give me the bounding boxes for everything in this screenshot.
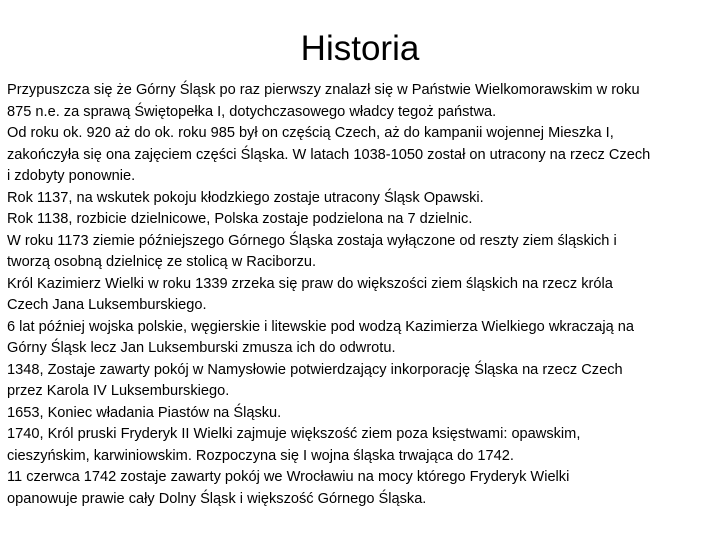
body-line: Rok 1137, na wskutek pokoju kłodzkiego zostaje utracony Śląsk Opawski. [7,189,484,206]
body-line: Czech Jana Luksemburskiego. [7,297,207,313]
body-line: Górny Śląsk lecz Jan Luksemburski zmusza ich do odwrotu. [7,340,396,356]
body-line: zakończyła się ona zajęciem części Śląska. W latach 1038-1050 został on utracony na rzecz Czech [7,146,651,163]
body-line: 1740, Król pruski Fryderyk II Wielki zajmuje większość ziem poza księstwami: opawskim, [7,426,581,442]
body-line: W roku 1173 ziemie późniejszego Górnego Śląska zostaja wyłączone od reszty ziem śląskich i [7,232,617,249]
body-line: 11 czerwca 1742 zostaje zawarty pokój we Wrocławiu na mocy którego Fryderyk Wielki [7,469,570,485]
body-line: przez Karola IV Luksemburskiego. [7,383,230,399]
body-line: Rok 1138, rozbicie dzielnicowe, Polska zostaje podzielona na 7 dzielnic. [7,211,473,227]
body-line: 875 n.e. za sprawą Świętopełka I, dotychczasowego władcy tegoż państwa. [7,103,497,120]
body-line: i zdobyty ponownie. [7,168,136,184]
body-line: opanowuje prawie cały Dolny Śląsk i większość Górnego Śląska. [7,490,427,507]
body-line: 1653, Koniec władania Piastów na Śląsku. [7,404,282,421]
body-line: tworzą osobną dzielnicę ze stolicą w Raciborzu. [7,254,317,270]
body-line: Przypuszcza się że Górny Śląsk po raz pierwszy znalazł się w Państwie Wielkomorawskim w roku [7,82,640,98]
body-line: 6 lat później wojska polskie, węgierskie i litewskie pod wodzą Kazimierza Wielkiego wkraczają na [7,318,634,335]
body-line: cieszyńskim, karwiniowskim. Rozpoczyna się I wojna śląska trwająca do 1742. [7,447,514,464]
body-line: 1348, Zostaje zawarty pokój w Namysłowie potwierdzający inkorporację Śląska na rzecz Czech [7,361,623,378]
body-line: Od roku ok. 920 aż do ok. roku 985 był on częścią Czech, aż do kampanii wojennej Mieszka I, [7,125,614,141]
slide-title: Historia [300,29,420,68]
body-line: Król Kazimierz Wielki w roku 1339 zrzeka się praw do większości ziem śląskich na rzecz króla [7,275,613,292]
slide-body [7,80,715,510]
